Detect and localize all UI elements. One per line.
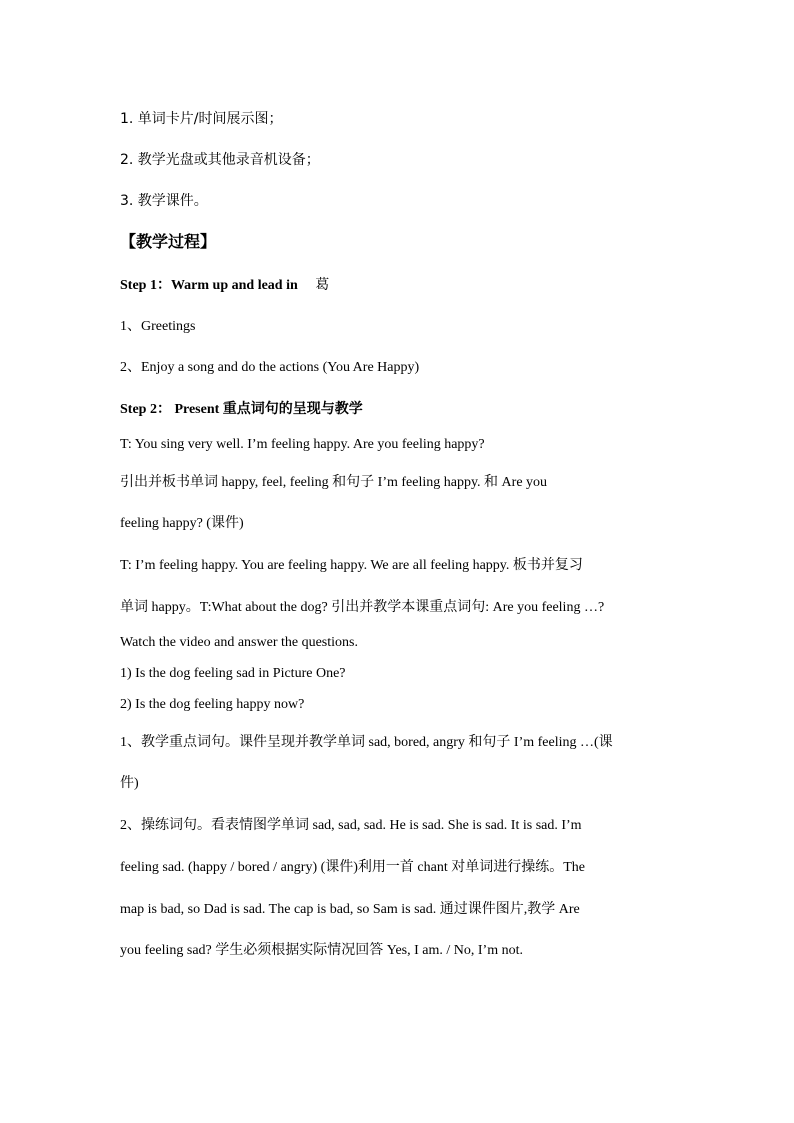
step2-line-2: 引出并板书单词 happy, feel, feeling 和句子 I’m feeling happy. 和 Are you: [120, 475, 548, 490]
material-item-2: 2. 教学光盘或其他录音机设备；: [120, 152, 320, 168]
step1-heading: [120, 276, 684, 295]
step2-line-11: 2、操练词句。看表情图学单词 sad, sad, sad. He is sad. She is sad. It is sad. I’m: [120, 818, 582, 833]
material-item-3: 3. 教学课件。: [120, 193, 208, 209]
step2-heading: Step 2： Present 重点词句的呈现与教学: [120, 402, 363, 417]
step1-mark: 葛: [315, 277, 330, 293]
step2-line-9: 1、教学重点词句。课件呈现并教学单词 sad, bored, angry 和句子 I’m feeling …(课: [120, 735, 613, 750]
step2-line-1: T: You sing very well. I’m feeling happy. Are you feeling happy?: [120, 437, 485, 452]
step2-line-12: feeling sad. (happy / bored / angry) (课件)利用一首 chant 对单词进行操练。The: [120, 860, 586, 875]
step2-line-10: 件): [120, 776, 139, 791]
step1-item-2: 2、Enjoy a song and do the actions (You Are Happy): [120, 360, 420, 375]
section-heading: 【教学过程】: [120, 232, 217, 251]
step2-line-8: 2) Is the dog feeling happy now?: [120, 697, 305, 712]
step1-heading-text: Step 1：Warm up and lead in: [120, 278, 298, 293]
step2-line-6: Watch the video and answer the questions.: [120, 635, 358, 650]
step1-item-1: 1、Greetings: [120, 319, 196, 334]
step2-line-3: feeling happy? (课件): [120, 516, 244, 531]
step2-line-14: you feeling sad? 学生必须根据实际情况回答 Yes, I am. / No, I’m not.: [120, 943, 523, 958]
material-item-1: 1. 单词卡片/时间展示图；: [120, 111, 283, 127]
step2-line-13: map is bad, so Dad is sad. The cap is bad, so Sam is sad. 通过课件图片,教学 Are: [120, 902, 580, 917]
step2-line-4: T: I’m feeling happy. You are feeling happy. We are all feeling happy. 板书并复习: [120, 558, 583, 573]
step2-line-7: 1) Is the dog feeling sad in Picture One?: [120, 666, 346, 681]
step2-line-5: 单词 happy。T:What about the dog? 引出并教学本课重点词句: Are you feeling …?: [120, 600, 605, 615]
